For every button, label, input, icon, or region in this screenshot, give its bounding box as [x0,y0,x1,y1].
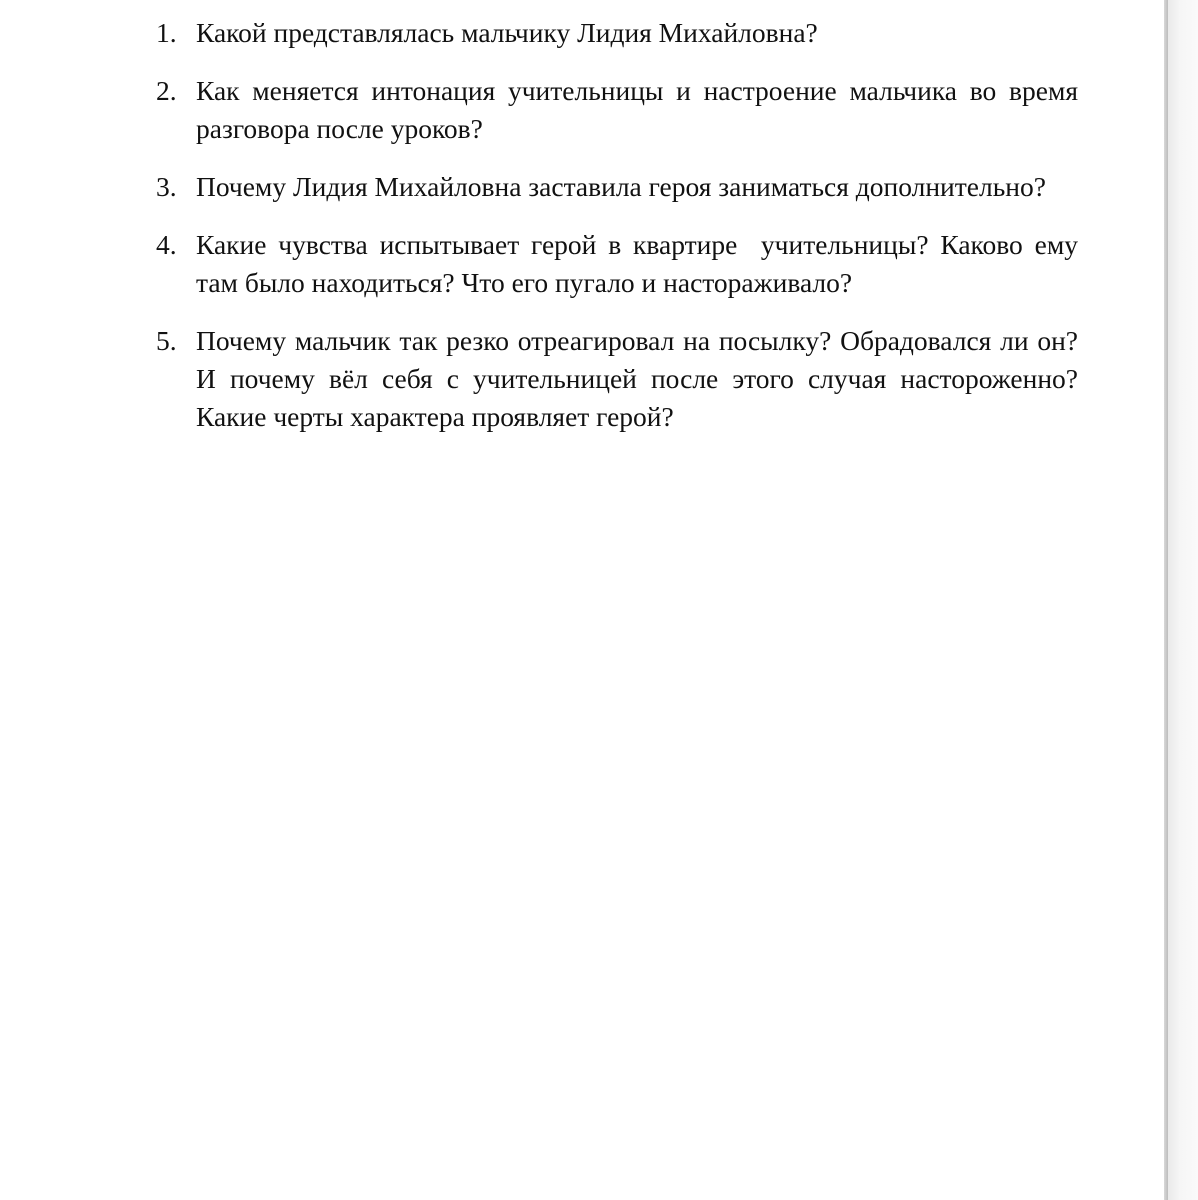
question-number: 3. [156,171,177,202]
list-item [156,168,1078,206]
question-number: 5. [156,325,177,356]
question-text: Как меняется интонация учительницы и настроение мальчика во время разговора после уроков? [196,75,1085,144]
list-item [156,226,1085,302]
question-number: 1. [156,17,177,48]
list-item [156,14,1078,52]
question-text: Какой представлялась мальчику Лидия Михайловна? [196,17,818,48]
list-item [156,322,1092,436]
question-number: 4. [156,229,177,260]
question-text: Почему мальчик так резко отреагировал на посылку? Обрадовался ли он? И почему вёл себя с учительницей после этого случая настороженно? Какие черты характера проявляет герой? [196,325,1092,432]
viewer-gutter [1168,0,1198,1200]
list-item [156,72,1085,148]
question-list [156,14,1092,456]
question-number: 2. [156,75,177,106]
question-text: Почему Лидия Михайловна заставила героя заниматься дополнительно? [196,171,1046,202]
question-text: Какие чувства испытывает герой в квартире учительницы? Каково ему там было находиться? Что его пугало и настораживало? [196,229,1085,298]
